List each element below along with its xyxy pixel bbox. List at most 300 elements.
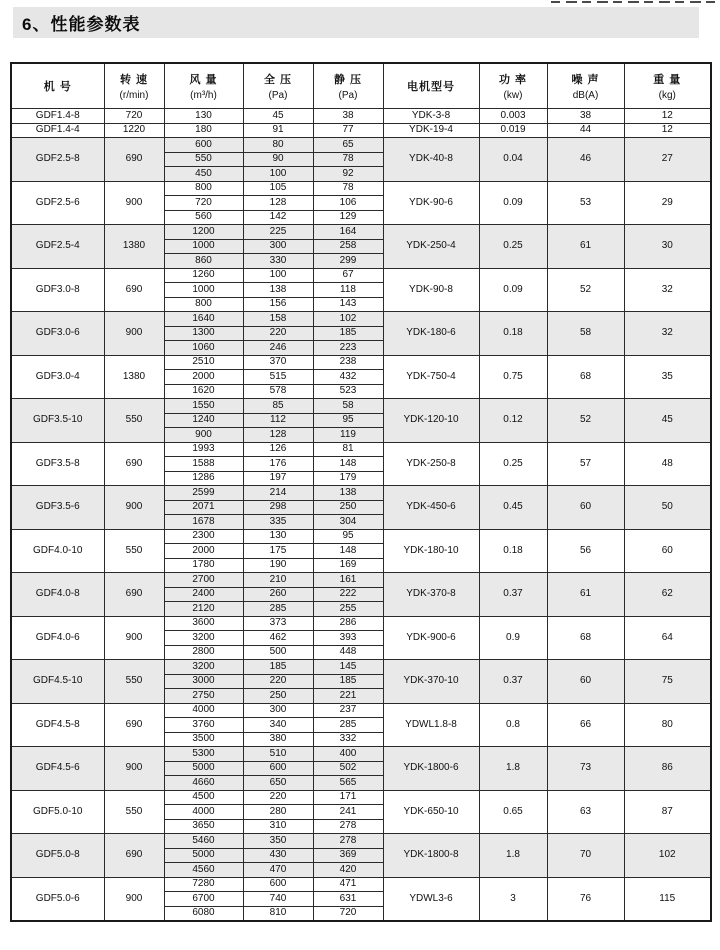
section-title-band	[13, 7, 699, 38]
cell-air-volume: 2000	[164, 544, 243, 559]
cell-air-volume: 2510	[164, 355, 243, 370]
cell-total-pressure: 380	[243, 732, 313, 747]
cell-model: GDF5.0-6	[11, 877, 104, 921]
cell-model: GDF4.5-8	[11, 703, 104, 747]
cell-total-pressure: 578	[243, 384, 313, 399]
cell-air-volume: 6080	[164, 906, 243, 921]
cell-power: 3	[479, 877, 547, 921]
cell-air-volume: 2071	[164, 500, 243, 515]
cell-air-volume: 5000	[164, 761, 243, 776]
cell-static-pressure: 631	[313, 892, 383, 907]
cell-static-pressure: 432	[313, 370, 383, 385]
cell-static-pressure: 95	[313, 413, 383, 428]
cell-air-volume: 1588	[164, 457, 243, 472]
column-label: 电机型号	[407, 81, 455, 93]
cell-air-volume: 1286	[164, 471, 243, 486]
cell-air-volume: 2000	[164, 370, 243, 385]
column-header-4	[243, 63, 313, 109]
cell-noise: 61	[547, 573, 624, 617]
cell-weight: 32	[624, 312, 711, 356]
cell-noise: 63	[547, 790, 624, 834]
section-title: 6、性能参数表	[22, 15, 141, 34]
cell-total-pressure: 220	[243, 326, 313, 341]
cell-speed: 900	[104, 616, 164, 660]
cell-model: GDF2.5-4	[11, 225, 104, 269]
table-row	[11, 790, 711, 805]
column-label: 转 速	[119, 74, 149, 86]
column-unit: (Pa)	[268, 90, 288, 101]
cell-noise: 73	[547, 747, 624, 791]
cell-air-volume: 3650	[164, 819, 243, 834]
cell-total-pressure: 112	[243, 413, 313, 428]
cell-total-pressure: 470	[243, 863, 313, 878]
cell-air-volume: 900	[164, 428, 243, 443]
cell-air-volume: 1260	[164, 268, 243, 283]
cell-weight: 12	[624, 109, 711, 124]
cell-air-volume: 2700	[164, 573, 243, 588]
cell-speed: 690	[104, 703, 164, 747]
cell-model: GDF4.0-10	[11, 529, 104, 573]
cell-air-volume: 1300	[164, 326, 243, 341]
cell-static-pressure: 286	[313, 616, 383, 631]
cell-weight: 12	[624, 123, 711, 138]
cell-air-volume: 5460	[164, 834, 243, 849]
cell-weight: 48	[624, 442, 711, 486]
cell-motor-model: YDK-450-6	[383, 486, 479, 530]
cell-total-pressure: 156	[243, 297, 313, 312]
cell-total-pressure: 138	[243, 283, 313, 298]
cell-total-pressure: 340	[243, 718, 313, 733]
table-row	[11, 181, 711, 196]
cell-static-pressure: 38	[313, 109, 383, 124]
cell-static-pressure: 400	[313, 747, 383, 762]
cell-total-pressure: 185	[243, 660, 313, 675]
cell-static-pressure: 278	[313, 834, 383, 849]
column-unit: (m³/h)	[190, 90, 217, 101]
cell-motor-model: YDK-1800-8	[383, 834, 479, 878]
cell-total-pressure: 220	[243, 674, 313, 689]
cell-total-pressure: 600	[243, 877, 313, 892]
cell-speed: 690	[104, 573, 164, 617]
table-row	[11, 268, 711, 283]
cell-air-volume: 1678	[164, 515, 243, 530]
cell-total-pressure: 190	[243, 558, 313, 573]
cell-air-volume: 800	[164, 181, 243, 196]
cell-air-volume: 800	[164, 297, 243, 312]
cell-total-pressure: 350	[243, 834, 313, 849]
cell-motor-model: YDK-180-10	[383, 529, 479, 573]
table-row	[11, 225, 711, 240]
cell-total-pressure: 128	[243, 196, 313, 211]
cell-power: 1.8	[479, 747, 547, 791]
cell-motor-model: YDK-900-6	[383, 616, 479, 660]
cell-weight: 62	[624, 573, 711, 617]
cell-noise: 58	[547, 312, 624, 356]
column-label: 风 量	[189, 74, 218, 86]
cell-total-pressure: 310	[243, 819, 313, 834]
cell-air-volume: 2300	[164, 529, 243, 544]
column-label: 功 率	[498, 74, 528, 86]
cell-total-pressure: 373	[243, 616, 313, 631]
cell-total-pressure: 300	[243, 239, 313, 254]
cell-weight: 87	[624, 790, 711, 834]
cell-total-pressure: 175	[243, 544, 313, 559]
cell-model: GDF3.5-10	[11, 399, 104, 443]
cell-total-pressure: 430	[243, 848, 313, 863]
table-row	[11, 703, 711, 718]
cell-total-pressure: 285	[243, 602, 313, 617]
cell-noise: 57	[547, 442, 624, 486]
column-unit: (kw)	[503, 90, 523, 101]
cell-total-pressure: 142	[243, 210, 313, 225]
table-row	[11, 529, 711, 544]
column-unit: dB(A)	[572, 90, 599, 101]
cell-noise: 61	[547, 225, 624, 269]
cell-model: GDF3.0-6	[11, 312, 104, 356]
cell-air-volume: 5300	[164, 747, 243, 762]
cell-air-volume: 3000	[164, 674, 243, 689]
cell-motor-model: YDK-90-6	[383, 181, 479, 225]
cell-air-volume: 3200	[164, 660, 243, 675]
cell-total-pressure: 515	[243, 370, 313, 385]
cell-total-pressure: 45	[243, 109, 313, 124]
cell-motor-model: YDK-19-4	[383, 123, 479, 138]
cell-air-volume: 1620	[164, 384, 243, 399]
cell-static-pressure: 471	[313, 877, 383, 892]
cell-air-volume: 4000	[164, 805, 243, 820]
cell-motor-model: YDK-3-8	[383, 109, 479, 124]
cell-static-pressure: 502	[313, 761, 383, 776]
cell-model: GDF4.5-10	[11, 660, 104, 704]
cell-speed: 550	[104, 660, 164, 704]
cell-model: GDF3.0-8	[11, 268, 104, 312]
cell-total-pressure: 80	[243, 138, 313, 153]
cell-power: 0.45	[479, 486, 547, 530]
cell-power: 0.12	[479, 399, 547, 443]
cell-static-pressure: 565	[313, 776, 383, 791]
cell-motor-model: YDK-370-10	[383, 660, 479, 704]
cell-total-pressure: 91	[243, 123, 313, 138]
cell-static-pressure: 138	[313, 486, 383, 501]
column-label: 全 压	[263, 74, 293, 86]
cell-motor-model: YDK-370-8	[383, 573, 479, 617]
cell-total-pressure: 300	[243, 703, 313, 718]
cell-air-volume: 3600	[164, 616, 243, 631]
cell-static-pressure: 237	[313, 703, 383, 718]
cell-model: GDF5.0-8	[11, 834, 104, 878]
cell-static-pressure: 185	[313, 326, 383, 341]
cell-static-pressure: 106	[313, 196, 383, 211]
cell-model: GDF4.0-6	[11, 616, 104, 660]
column-label: 静 压	[333, 74, 363, 86]
cell-static-pressure: 169	[313, 558, 383, 573]
cell-static-pressure: 304	[313, 515, 383, 530]
cell-total-pressure: 214	[243, 486, 313, 501]
cell-weight: 75	[624, 660, 711, 704]
table-row	[11, 109, 711, 124]
column-unit: (Pa)	[338, 90, 358, 101]
cell-total-pressure: 280	[243, 805, 313, 820]
cell-total-pressure: 220	[243, 790, 313, 805]
cell-weight: 32	[624, 268, 711, 312]
cell-speed: 900	[104, 312, 164, 356]
cell-static-pressure: 78	[313, 152, 383, 167]
table-body	[11, 109, 711, 922]
cell-noise: 68	[547, 355, 624, 399]
cell-static-pressure: 332	[313, 732, 383, 747]
cell-static-pressure: 369	[313, 848, 383, 863]
cell-air-volume: 2120	[164, 602, 243, 617]
cell-motor-model: YDK-1800-6	[383, 747, 479, 791]
cell-weight: 86	[624, 747, 711, 791]
cell-total-pressure: 100	[243, 268, 313, 283]
table-row	[11, 486, 711, 501]
cell-total-pressure: 128	[243, 428, 313, 443]
cell-static-pressure: 238	[313, 355, 383, 370]
performance-parameters-table	[10, 62, 712, 922]
cell-power: 0.019	[479, 123, 547, 138]
column-header-1	[11, 63, 104, 109]
cell-static-pressure: 95	[313, 529, 383, 544]
cell-air-volume: 2599	[164, 486, 243, 501]
cell-model: GDF2.5-6	[11, 181, 104, 225]
cell-noise: 52	[547, 399, 624, 443]
table-row	[11, 573, 711, 588]
cell-speed: 690	[104, 138, 164, 182]
cropped-header-text-fragment	[551, 0, 716, 4]
cell-air-volume: 3200	[164, 631, 243, 646]
table-row	[11, 399, 711, 414]
cell-total-pressure: 298	[243, 500, 313, 515]
cell-model: GDF1.4-4	[11, 123, 104, 138]
cell-air-volume: 1780	[164, 558, 243, 573]
table-header	[11, 63, 711, 109]
cell-speed: 900	[104, 486, 164, 530]
cell-air-volume: 860	[164, 254, 243, 269]
cell-static-pressure: 448	[313, 645, 383, 660]
cell-speed: 900	[104, 181, 164, 225]
cell-total-pressure: 600	[243, 761, 313, 776]
cell-static-pressure: 185	[313, 674, 383, 689]
cell-total-pressure: 510	[243, 747, 313, 762]
cell-noise: 52	[547, 268, 624, 312]
cell-motor-model: YDWL3-6	[383, 877, 479, 921]
column-unit: (kg)	[658, 90, 676, 101]
cell-static-pressure: 258	[313, 239, 383, 254]
cell-static-pressure: 78	[313, 181, 383, 196]
cell-speed: 550	[104, 790, 164, 834]
cell-motor-model: YDK-120-10	[383, 399, 479, 443]
cell-static-pressure: 164	[313, 225, 383, 240]
cell-total-pressure: 370	[243, 355, 313, 370]
cell-model: GDF2.5-8	[11, 138, 104, 182]
cell-air-volume: 1550	[164, 399, 243, 414]
cell-weight: 45	[624, 399, 711, 443]
cell-power: 1.8	[479, 834, 547, 878]
cell-speed: 550	[104, 399, 164, 443]
cropped-text-marks	[551, 1, 716, 3]
cell-total-pressure: 246	[243, 341, 313, 356]
table-row	[11, 312, 711, 327]
cell-static-pressure: 278	[313, 819, 383, 834]
cell-model: GDF4.5-6	[11, 747, 104, 791]
cell-static-pressure: 241	[313, 805, 383, 820]
cell-static-pressure: 67	[313, 268, 383, 283]
cell-speed: 900	[104, 747, 164, 791]
cell-static-pressure: 250	[313, 500, 383, 515]
cell-speed: 690	[104, 442, 164, 486]
cell-static-pressure: 145	[313, 660, 383, 675]
cell-model: GDF3.5-8	[11, 442, 104, 486]
cell-total-pressure: 210	[243, 573, 313, 588]
cell-speed: 900	[104, 877, 164, 921]
cell-model: GDF3.0-4	[11, 355, 104, 399]
column-label: 重 量	[653, 74, 682, 86]
cell-model: GDF1.4-8	[11, 109, 104, 124]
cell-static-pressure: 285	[313, 718, 383, 733]
cell-speed: 690	[104, 834, 164, 878]
cell-total-pressure: 176	[243, 457, 313, 472]
cell-power: 0.25	[479, 442, 547, 486]
cell-air-volume: 1993	[164, 442, 243, 457]
cell-power: 0.25	[479, 225, 547, 269]
cell-static-pressure: 119	[313, 428, 383, 443]
cell-total-pressure: 130	[243, 529, 313, 544]
cell-air-volume: 1060	[164, 341, 243, 356]
cell-air-volume: 1640	[164, 312, 243, 327]
cell-speed: 690	[104, 268, 164, 312]
cell-air-volume: 4500	[164, 790, 243, 805]
cell-air-volume: 720	[164, 196, 243, 211]
cell-motor-model: YDK-750-4	[383, 355, 479, 399]
cell-total-pressure: 158	[243, 312, 313, 327]
cell-total-pressure: 225	[243, 225, 313, 240]
column-header-7	[479, 63, 547, 109]
cell-speed: 720	[104, 109, 164, 124]
cell-power: 0.37	[479, 660, 547, 704]
table-row	[11, 442, 711, 457]
table-row	[11, 355, 711, 370]
cell-total-pressure: 100	[243, 167, 313, 182]
cell-noise: 38	[547, 109, 624, 124]
column-header-8	[547, 63, 624, 109]
cell-static-pressure: 720	[313, 906, 383, 921]
cell-total-pressure: 197	[243, 471, 313, 486]
cell-noise: 70	[547, 834, 624, 878]
cell-total-pressure: 650	[243, 776, 313, 791]
header-row	[11, 63, 711, 109]
cell-static-pressure: 143	[313, 297, 383, 312]
cell-total-pressure: 85	[243, 399, 313, 414]
cell-speed: 550	[104, 529, 164, 573]
cell-power: 0.65	[479, 790, 547, 834]
cell-motor-model: YDK-250-8	[383, 442, 479, 486]
cell-static-pressure: 92	[313, 167, 383, 182]
cell-air-volume: 7280	[164, 877, 243, 892]
cell-weight: 115	[624, 877, 711, 921]
table-row	[11, 660, 711, 675]
cell-air-volume: 560	[164, 210, 243, 225]
cell-noise: 44	[547, 123, 624, 138]
cell-air-volume: 1240	[164, 413, 243, 428]
column-header-9	[624, 63, 711, 109]
cell-total-pressure: 250	[243, 689, 313, 704]
cell-air-volume: 2800	[164, 645, 243, 660]
cell-static-pressure: 118	[313, 283, 383, 298]
cell-static-pressure: 77	[313, 123, 383, 138]
cell-noise: 60	[547, 660, 624, 704]
cell-total-pressure: 462	[243, 631, 313, 646]
cell-static-pressure: 420	[313, 863, 383, 878]
cell-static-pressure: 129	[313, 210, 383, 225]
cell-static-pressure: 221	[313, 689, 383, 704]
cell-weight: 50	[624, 486, 711, 530]
column-label: 机 号	[43, 81, 72, 93]
cell-motor-model: YDWL1.8-8	[383, 703, 479, 747]
cell-power: 0.8	[479, 703, 547, 747]
cell-motor-model: YDK-90-8	[383, 268, 479, 312]
table-row	[11, 616, 711, 631]
cell-motor-model: YDK-40-8	[383, 138, 479, 182]
cell-static-pressure: 102	[313, 312, 383, 327]
cell-air-volume: 4000	[164, 703, 243, 718]
cell-static-pressure: 148	[313, 457, 383, 472]
cell-total-pressure: 335	[243, 515, 313, 530]
cell-air-volume: 180	[164, 123, 243, 138]
cell-total-pressure: 260	[243, 587, 313, 602]
cell-static-pressure: 255	[313, 602, 383, 617]
column-header-5	[313, 63, 383, 109]
column-header-2	[104, 63, 164, 109]
table-row	[11, 747, 711, 762]
cell-speed: 1380	[104, 225, 164, 269]
cell-weight: 29	[624, 181, 711, 225]
cell-speed: 1220	[104, 123, 164, 138]
cell-power: 0.9	[479, 616, 547, 660]
column-header-3	[164, 63, 243, 109]
cell-motor-model: YDK-180-6	[383, 312, 479, 356]
cell-motor-model: YDK-650-10	[383, 790, 479, 834]
cell-air-volume: 1000	[164, 283, 243, 298]
cell-noise: 60	[547, 486, 624, 530]
cell-air-volume: 3760	[164, 718, 243, 733]
table-row	[11, 123, 711, 138]
cell-noise: 76	[547, 877, 624, 921]
cell-static-pressure: 223	[313, 341, 383, 356]
cell-noise: 66	[547, 703, 624, 747]
cell-model: GDF5.0-10	[11, 790, 104, 834]
table-row	[11, 877, 711, 892]
cell-static-pressure: 148	[313, 544, 383, 559]
cell-model: GDF3.5-6	[11, 486, 104, 530]
cell-weight: 102	[624, 834, 711, 878]
cell-total-pressure: 740	[243, 892, 313, 907]
table-row	[11, 834, 711, 849]
cell-air-volume: 130	[164, 109, 243, 124]
cell-air-volume: 1000	[164, 239, 243, 254]
column-label: 噪 声	[571, 74, 600, 86]
cell-power: 0.09	[479, 268, 547, 312]
cell-total-pressure: 90	[243, 152, 313, 167]
cell-total-pressure: 810	[243, 906, 313, 921]
cell-power: 0.18	[479, 529, 547, 573]
cell-power: 0.75	[479, 355, 547, 399]
cell-static-pressure: 299	[313, 254, 383, 269]
cell-power: 0.37	[479, 573, 547, 617]
cell-noise: 53	[547, 181, 624, 225]
cell-power: 0.003	[479, 109, 547, 124]
cell-static-pressure: 65	[313, 138, 383, 153]
